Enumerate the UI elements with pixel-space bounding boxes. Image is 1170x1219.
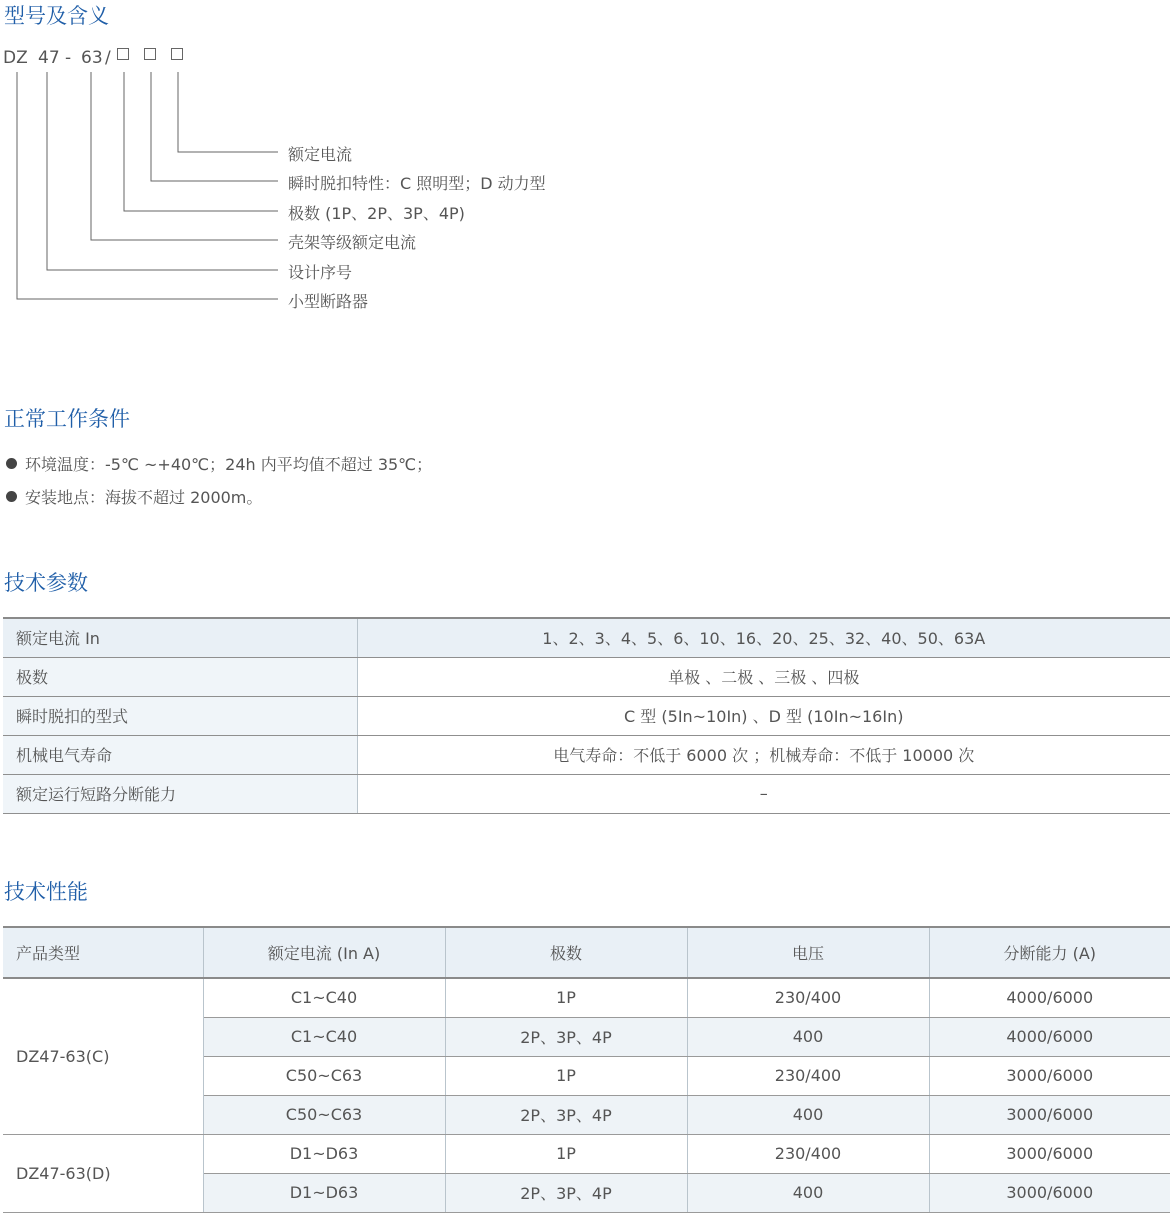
product-type-c: DZ47-63(C): [3, 978, 203, 1134]
params-row: [3, 696, 1170, 735]
params-key: 瞬时脱扣的型式: [3, 696, 357, 735]
model-code-frame-current: 63: [81, 48, 103, 68]
header-voltage: 电压: [687, 927, 929, 978]
cell-poles: 2P、3P、4P: [445, 1017, 687, 1056]
cell-breaking-capacity: 3000/6000: [929, 1056, 1170, 1095]
section-title-params: 技术参数: [4, 571, 88, 595]
params-table: [3, 617, 1170, 814]
table-row: [3, 1134, 1170, 1173]
cell-rated-current: C50~C63: [203, 1095, 445, 1134]
params-value: 单极 、二极 、三极 、四极: [357, 657, 1170, 696]
cell-rated-current: D1~D63: [203, 1134, 445, 1173]
cell-breaking-capacity: 3000/6000: [929, 1095, 1170, 1134]
meaning-miniature-breaker: 小型断路器: [288, 292, 369, 311]
params-key: 机械电气寿命: [3, 735, 357, 774]
cell-rated-current: C1~C40: [203, 978, 445, 1017]
params-value: 1、2、3、4、5、6、10、16、20、25、32、40、50、63A: [357, 618, 1170, 657]
cell-voltage: 400: [687, 1017, 929, 1056]
cell-breaking-capacity: 3000/6000: [929, 1173, 1170, 1212]
condition-temperature: [6, 452, 432, 475]
header-poles: 极数: [445, 927, 687, 978]
cell-poles: 2P、3P、4P: [445, 1173, 687, 1212]
model-code-dash: -: [65, 48, 72, 68]
table-row: [3, 978, 1170, 1017]
condition-altitude-text: 安装地点：海拔不超过 2000m。: [25, 488, 263, 507]
cell-poles: 1P: [445, 1056, 687, 1095]
product-type-d: DZ47-63(D): [3, 1134, 203, 1212]
params-row: [3, 735, 1170, 774]
params-row: [3, 657, 1170, 696]
model-code-prefix: DZ: [3, 48, 28, 68]
cell-voltage: 230/400: [687, 1056, 929, 1095]
section-title-performance: 技术性能: [4, 880, 88, 904]
params-row: [3, 774, 1170, 813]
bullet-icon: [6, 458, 17, 469]
model-code-connector-lines: [0, 0, 300, 310]
cell-rated-current: C1~C40: [203, 1017, 445, 1056]
header-product-type: 产品类型: [3, 927, 203, 978]
params-value: C 型 (5In~10In) 、D 型 (10In~16In): [357, 696, 1170, 735]
meaning-poles: 极数 (1P、2P、3P、4P): [288, 204, 465, 223]
condition-temperature-text: 环境温度：-5℃ ~+40℃；24h 内平均值不超过 35℃；: [25, 455, 433, 474]
params-value: 电气寿命：不低于 6000 次 ；机械寿命：不低于 10000 次: [357, 735, 1170, 774]
params-key: 额定电流 In: [3, 618, 357, 657]
cell-poles: 1P: [445, 978, 687, 1017]
cell-breaking-capacity: 4000/6000: [929, 1017, 1170, 1056]
cell-rated-current: D1~D63: [203, 1173, 445, 1212]
section-title-model: 型号及含义: [4, 4, 109, 28]
cell-voltage: 400: [687, 1095, 929, 1134]
cell-voltage: 400: [687, 1173, 929, 1212]
params-key: 极数: [3, 657, 357, 696]
params-key: 额定运行短路分断能力: [3, 774, 357, 813]
performance-table: [3, 926, 1170, 1213]
performance-header-row: [3, 927, 1170, 978]
header-breaking-capacity: 分断能力 (A): [929, 927, 1170, 978]
params-value: –: [357, 774, 1170, 813]
cell-poles: 1P: [445, 1134, 687, 1173]
bullet-icon: [6, 491, 17, 502]
meaning-frame-current: 壳架等级额定电流: [288, 233, 417, 252]
cell-breaking-capacity: 3000/6000: [929, 1134, 1170, 1173]
cell-voltage: 230/400: [687, 1134, 929, 1173]
params-row: [3, 618, 1170, 657]
meaning-trip-characteristic: 瞬时脱扣特性：C 照明型；D 动力型: [288, 174, 546, 193]
meaning-design-number: 设计序号: [288, 263, 353, 282]
cell-poles: 2P、3P、4P: [445, 1095, 687, 1134]
model-code-slash: /: [105, 48, 111, 68]
section-title-conditions: 正常工作条件: [4, 407, 130, 431]
header-rated-current: 额定电流 (In A): [203, 927, 445, 978]
cell-voltage: 230/400: [687, 978, 929, 1017]
condition-altitude: [6, 485, 262, 508]
model-code-design-number: 47: [38, 48, 60, 68]
cell-rated-current: C50~C63: [203, 1056, 445, 1095]
cell-breaking-capacity: 4000/6000: [929, 978, 1170, 1017]
meaning-rated-current: 额定电流: [288, 145, 353, 164]
